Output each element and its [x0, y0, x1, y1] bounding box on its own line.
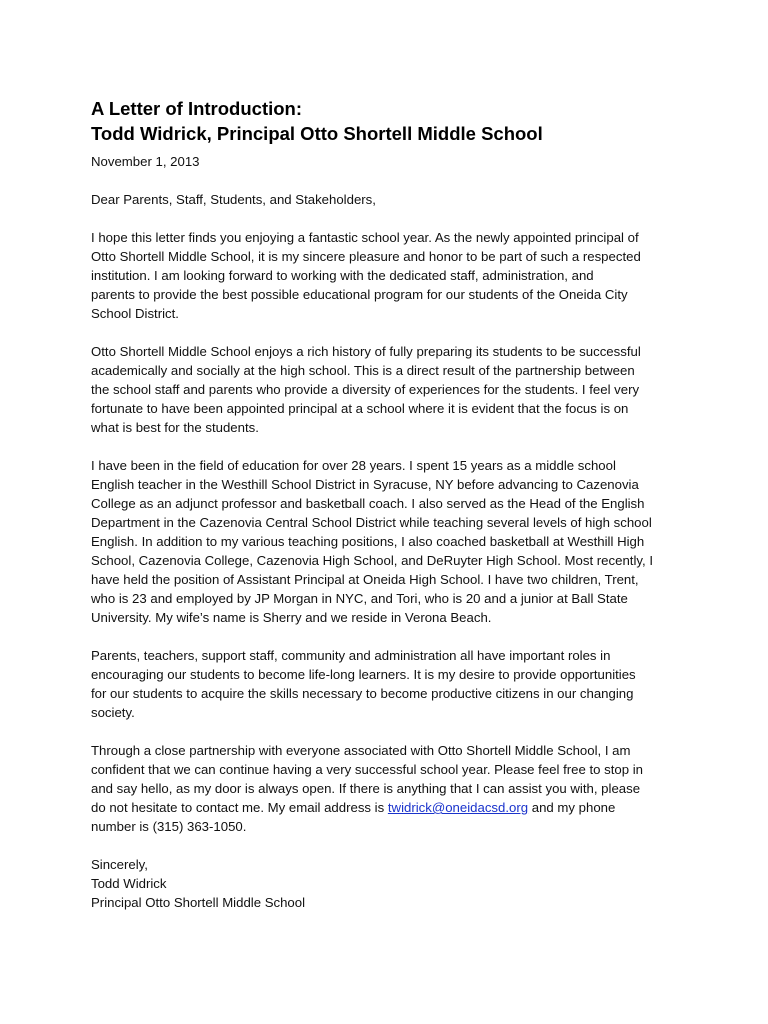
paragraph-line: English teacher in the Westhill School District in Syracuse, NY before advancing to Cazenovia	[91, 477, 639, 492]
paragraph-line: School, Cazenovia College, Cazenovia High School, and DeRuyter High School. Most recently, I	[91, 553, 653, 568]
letter-page	[91, 96, 691, 912]
paragraph-5	[91, 741, 691, 836]
email-line-prefix: do not hesitate to contact me. My email address is	[91, 800, 388, 815]
paragraph-line: College as an adjunct professor and basketball coach. I also served as the Head of the English	[91, 496, 645, 511]
paragraph-line: have held the position of Assistant Principal at Oneida High School. I have two children, Trent,	[91, 572, 639, 587]
paragraph-line: academically and socially at the high school. This is a direct result of the partnership between	[91, 363, 635, 378]
paragraph-line: for our students to acquire the skills necessary to become productive citizens in our changing	[91, 686, 634, 701]
paragraph-2	[91, 342, 691, 437]
paragraph-line: society.	[91, 705, 135, 720]
signer-name: Todd Widrick	[91, 876, 167, 891]
paragraph-line: Through a close partnership with everyone associated with Otto Shortell Middle School, I am	[91, 743, 631, 758]
salutation: Dear Parents, Staff, Students, and Stakeholders,	[91, 192, 376, 207]
email-line-suffix: and my phone	[528, 800, 616, 815]
paragraph-line: I have been in the field of education for over 28 years. I spent 15 years as a middle school	[91, 458, 616, 473]
paragraph-line: institution. I am looking forward to working with the dedicated staff, administration, and	[91, 268, 594, 283]
closing-block	[91, 855, 691, 912]
paragraph-1	[91, 228, 691, 323]
paragraph-line: English. In addition to my various teaching positions, I also coached basketball at Westhill High	[91, 534, 645, 549]
title-line-1: A Letter of Introduction:	[91, 98, 303, 119]
title-line-2: Todd Widrick, Principal Otto Shortell Middle School	[91, 123, 543, 144]
email-link[interactable]: twidrick@oneidacsd.org	[387, 800, 529, 815]
paragraph-line: parents to provide the best possible educational program for our students of the Oneida City	[91, 287, 628, 302]
paragraph-4	[91, 646, 691, 722]
paragraph-line: encouraging our students to become life-long learners. It is my desire to provide opportunities	[91, 667, 636, 682]
letter-title	[91, 96, 691, 146]
paragraph-line: I hope this letter finds you enjoying a fantastic school year. As the newly appointed principal of	[91, 230, 639, 245]
paragraph-line: Otto Shortell Middle School enjoys a rich history of fully preparing its students to be successful	[91, 344, 641, 359]
valediction: Sincerely,	[91, 857, 148, 872]
paragraph-line: who is 23 and employed by JP Morgan in NYC, and Tori, who is 20 and a junior at Ball State	[91, 591, 628, 606]
email-line	[91, 798, 691, 817]
letter-date: November 1, 2013	[91, 154, 200, 169]
paragraph-line: the school staff and parents who provide a diversity of experiences for the students. I feel very	[91, 382, 640, 397]
signer-position: Principal Otto Shortell Middle School	[91, 895, 306, 910]
paragraph-line: Otto Shortell Middle School, it is my sincere pleasure and honor to be part of such a respected	[91, 249, 641, 264]
paragraph-3	[91, 456, 691, 627]
paragraph-line: Parents, teachers, support staff, community and administration all have important roles in	[91, 648, 611, 663]
phone-line: number is (315) 363-1050.	[91, 819, 247, 834]
paragraph-line: University. My wife’s name is Sherry and we reside in Verona Beach.	[91, 610, 492, 625]
paragraph-line: fortunate to have been appointed principal at a school where it is evident that the focus is on	[91, 401, 629, 416]
paragraph-line: what is best for the students.	[91, 420, 259, 435]
paragraph-line: confident that we can continue having a very successful school year. Please feel free to stop in	[91, 762, 644, 777]
paragraph-line: and say hello, as my door is always open. If there is anything that I can assist you with, please	[91, 781, 641, 796]
paragraph-line: School District.	[91, 306, 179, 321]
paragraph-line: Department in the Cazenovia Central School District while teaching several levels of high school	[91, 515, 652, 530]
